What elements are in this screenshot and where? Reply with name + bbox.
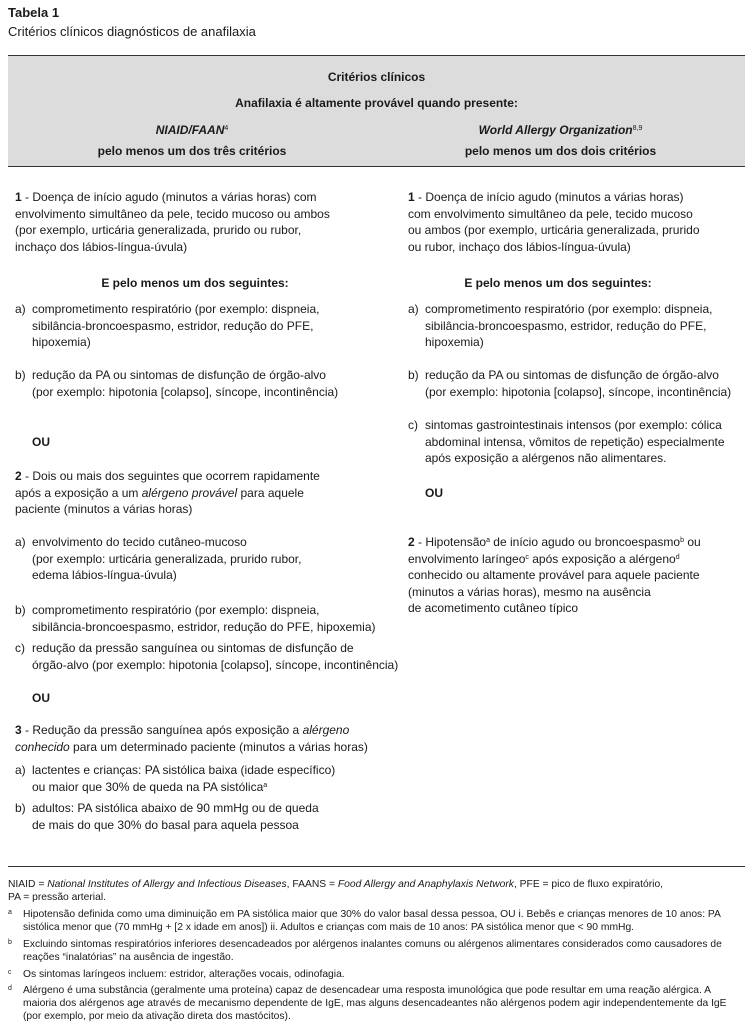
left-c3-item-a: a) lactentes e crianças: PA sistólica baixa (idade específico) ou maior que 30% de queda na PA sistólica$^a$ [15, 763, 336, 794]
right-column [408, 189, 748, 629]
header-criteria-title: Critérios clínicos [327, 70, 426, 84]
table-subtitle: Critérios clínicos diagnósticos de anafilaxia [8, 24, 256, 39]
left-column [15, 189, 403, 839]
left-c2-item-b: b) comprometimento respiratório (por exemplo: dispneia, sibilância-broncoespasmo, estridor, redução do PFE, hipoxemia) [15, 603, 376, 634]
left-and-heading: E pelo menos um dos seguintes: [101, 276, 289, 290]
header-anaphylaxis-line: Anafilaxia é altamente provável quando presente: [235, 96, 518, 110]
header-right-org: World Allergy Organization$^{8,9}$ [478, 123, 643, 137]
left-c3-item-b: b) adultos: PA sistólica abaixo de 90 mmHg ou de queda de mais do que 30% do basal para aquela pessoa [15, 801, 319, 832]
left-c2-item-c: c) redução da pressão sanguínea ou sintomas de disfunção de órgão-alvo (por exemplo: hipotonia [colapso], síncope, incontinência) [15, 641, 399, 672]
table-header [8, 55, 745, 167]
header-right-sub: pelo menos um dos dois critérios [464, 144, 657, 158]
left-criterion-3: 3 - Redução da pressão sanguínea após exposição a alérgeno conhecido para um determinado paciente (minutos a várias horas) [15, 723, 368, 754]
right-criterion-2: 2 - Hipotensão$^a$ de início agudo ou broncoespasmo$^b$ ou envolvimento laríngeo$^c$ após exposição a alérgeno$^d$ conhecido ou altamente provável para aquele paciente (minutos a várias horas), mesmo na ausência de acometimento cutâneo típico [408, 535, 701, 615]
right-c1-item-b: b) redução da PA ou sintomas de disfunção de órgão-alvo (por exemplo: hipotonia [colapso], síncope, incontinência) [408, 368, 732, 399]
header-left-sub: pelo menos um dos três critérios [97, 144, 287, 158]
left-or-2: OU [32, 691, 50, 705]
right-or-1: OU [425, 486, 443, 500]
left-c1-item-b: b) redução da PA ou sintomas de disfunção de órgão-alvo (por exemplo: hipotonia [colapso], síncope, incontinência) [15, 368, 339, 399]
right-and-heading: E pelo menos um dos seguintes: [464, 276, 652, 290]
left-criterion-2: 2 - Dois ou mais dos seguintes que ocorrem rapidamente após a exposição a um alérgeno provável para aquele paciente (minutos a várias horas) [15, 469, 320, 516]
right-c1-item-c: c) sintomas gastrointestinais intensos (por exemplo: cólica abdominal intensa, vômitos de repetição) especialmente após exposição a alérgenos não alimentares. [408, 418, 725, 465]
left-c1-item-a: a) comprometimento respiratório (por exemplo: dispneia, sibilância-broncoespasmo, estridor, redução do PFE, hipoxemia) [15, 302, 320, 349]
left-c2-item-a: a) envolvimento do tecido cutâneo-mucoso (por exemplo: urticária generalizada, prurido rubor, edema lábios-língua-úvula) [15, 535, 302, 582]
left-or-1: OU [32, 435, 50, 449]
left-criterion-1: 1 - Doença de início agudo (minutos a várias horas) com envolvimento simultâneo da pele, tecido mucoso ou ambos (por exemplo, urticária generalizada, prurido ou rubor, inchaço dos lábios-língua-úvula) [15, 190, 330, 254]
header-left-org: NIAID/FAAN$^4$ [155, 123, 229, 137]
right-criterion-1: 1 - Doença de início agudo (minutos a várias horas) com envolvimento simultâneo da pele, tecido mucoso ou ambos (por exemplo, urticária generalizada, prurido ou rubor, inchaço dos lábios-língua-úvula) [408, 190, 700, 254]
footer-abbreviations: NIAID = National Institutes of Allergy and Infectious Diseases, FAANS = Food Allergy and Anaphylaxis Network, PFE = pico de fluxo expiratório, PA = pressão arterial. [8, 879, 664, 903]
table-title: Tabela 1 [8, 5, 60, 20]
footer-divider [8, 866, 745, 867]
right-c1-item-a: a) comprometimento respiratório (por exemplo: dispneia, sibilância-broncoespasmo, estridor, redução do PFE, hipoxemia) [408, 302, 713, 349]
